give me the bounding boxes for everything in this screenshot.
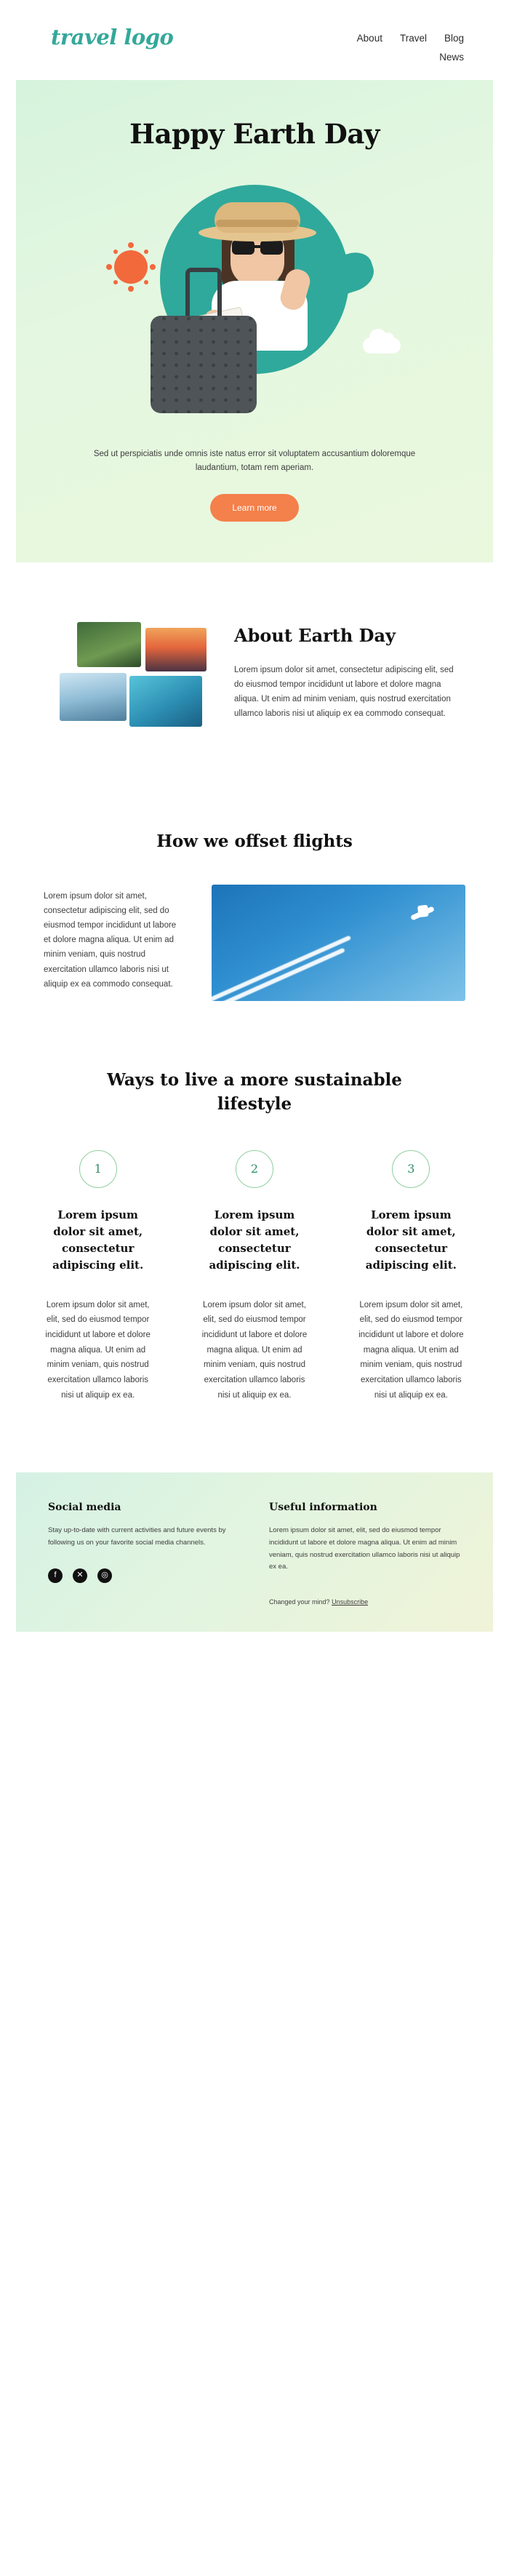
contrail-two — [214, 948, 345, 1001]
way-card-title-3: Lorem ipsum dolor sit amet, consectetur adipiscing elit. — [365, 1208, 457, 1272]
offset-body-text: Lorem ipsum dolor sit amet, consectetur adipiscing elit, sed do eiusmod tempor incididunt ut labore et dolore magna aliqua. Ut enim ad minim veniam, quis nostrud exercitation ullamco laboris nisi ut aliquip ex ea commodo consequat. — [44, 891, 177, 989]
unsubscribe-line — [269, 1598, 461, 1606]
hero-illustration — [84, 172, 425, 423]
sunglasses-bridge — [254, 245, 262, 248]
hero-body-text: Sed ut perspiciatis unde omnis iste natus error sit voluptatem accusantium doloremque laudantium, totam rem aperiam. — [93, 450, 416, 472]
nav-item-blog[interactable]: Blog — [444, 33, 464, 44]
sun-icon — [114, 250, 148, 284]
way-card-title-2: Lorem ipsum dolor sit amet, consectetur adipiscing elit. — [209, 1208, 300, 1272]
footer-useful-body: Lorem ipsum dolor sit amet, elit, sed do eiusmod tempor incididunt ut labore et dolore magna aliqua. Ut enim ad minim veniam, quis nostrud exercitation ullamco laboris nisi ut aliquip ex ea. — [269, 1526, 460, 1571]
contrail-one — [212, 935, 351, 1000]
way-card-title-1: Lorem ipsum dolor sit amet, consectetur adipiscing elit. — [52, 1208, 144, 1272]
photo-collage — [44, 622, 204, 767]
footer-social-title: Social media — [48, 1502, 121, 1514]
way-card-1 — [32, 1150, 164, 1403]
offset-flights-section — [0, 767, 509, 1001]
unsubscribe-prefix: Changed your mind? — [269, 1598, 332, 1606]
offset-row — [44, 885, 465, 1001]
site-header — [0, 0, 509, 80]
airplane-contrails-photo — [212, 885, 465, 1001]
facebook-icon[interactable]: f — [48, 1568, 63, 1583]
nav-item-news[interactable]: News — [439, 52, 464, 63]
forest-photo — [77, 622, 141, 667]
way-card-body-2: Lorem ipsum dolor sit amet, elit, sed do eiusmod tempor incididunt ut labore et dolore magna aliqua. Ut enim ad minim veniam, quis nostrud exercitation ullamco laboris nisi ut aliquip ex ea. — [201, 1300, 308, 1400]
hero-cta-container — [16, 494, 493, 522]
way-card-body-1: Lorem ipsum dolor sit amet, elit, sed do eiusmod tempor incididunt ut labore et dolore magna aliqua. Ut enim ad minim veniam, quis nostrud exercitation ullamco laboris nisi ut aliquip ex ea. — [45, 1300, 151, 1400]
footer-social-body: Stay up-to-date with current activities and future events by following us on your favorite social media channels. — [48, 1526, 226, 1547]
ways-title: Ways to live a more sustainable lifestyle — [107, 1069, 402, 1114]
suitcase-handle — [185, 268, 222, 320]
straw-hat — [215, 202, 300, 233]
about-text-block — [234, 622, 458, 767]
instagram-icon[interactable]: ◎ — [97, 1568, 112, 1583]
sunset-photo — [145, 628, 207, 671]
step-number-badge-1: 1 — [79, 1150, 117, 1188]
about-title: About Earth Day — [234, 624, 396, 646]
sustainable-ways-section — [0, 1001, 509, 1403]
way-card-body-3: Lorem ipsum dolor sit amet, elit, sed do eiusmod tempor incididunt ut labore et dolore magna aliqua. Ut enim ad minim veniam, quis nostrud exercitation ullamco laboris nisi ut aliquip ex ea. — [358, 1300, 464, 1400]
step-number-badge-2: 2 — [236, 1150, 273, 1188]
footer-useful-title: Useful information — [269, 1502, 377, 1514]
footer-useful-column — [269, 1502, 461, 1606]
iceberg-photo — [60, 673, 127, 721]
hat-band — [216, 220, 299, 227]
hero-title: Happy Earth Day — [129, 118, 380, 150]
footer-social-column — [48, 1502, 240, 1606]
ways-cards — [32, 1150, 477, 1403]
offset-title: How we offset flights — [156, 831, 353, 851]
cloud-icon — [363, 338, 401, 354]
sunglasses-icon — [231, 240, 284, 255]
way-card-3 — [345, 1150, 477, 1403]
learn-more-button[interactable]: Learn more — [210, 494, 298, 522]
main-nav — [326, 25, 464, 67]
nav-item-travel[interactable]: Travel — [399, 33, 427, 44]
nav-item-about[interactable]: About — [356, 33, 382, 44]
about-body-text: Lorem ipsum dolor sit amet, consectetur adipiscing elit, sed do eiusmod tempor incididunt ut labore et dolore magna aliqua. Ut enim ad minim veniam, quis nostrud exercitation ullamco laboris nisi ut aliquip ex ea commodo consequat. — [234, 665, 454, 719]
x-twitter-icon[interactable]: ✕ — [73, 1568, 87, 1583]
social-links — [48, 1568, 240, 1583]
way-card-2 — [188, 1150, 320, 1403]
unsubscribe-link[interactable]: Unsubscribe — [332, 1598, 369, 1606]
logo[interactable]: travel logo — [51, 25, 174, 49]
step-number-badge-3: 3 — [392, 1150, 430, 1188]
ocean-wave-photo — [129, 676, 202, 727]
about-section — [0, 562, 509, 767]
suitcase — [151, 316, 257, 413]
site-footer — [16, 1472, 493, 1632]
airplane-icon — [410, 906, 435, 920]
hero-section — [16, 80, 493, 562]
